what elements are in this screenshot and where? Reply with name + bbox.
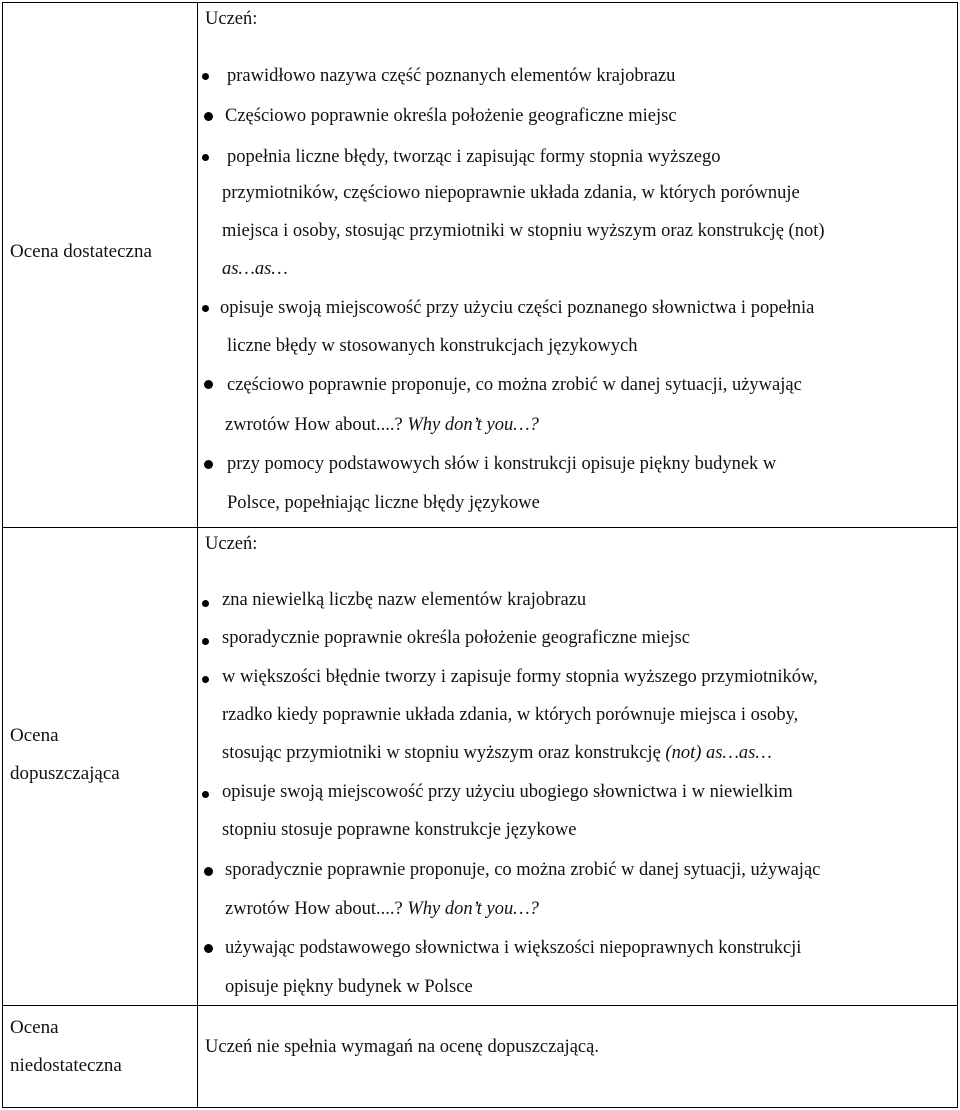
list-item: opisuje swoją miejscowość przy użyciu ubogiego słownictwa i w niewielkim — [222, 782, 793, 802]
grade-label: niedostateczna — [10, 1055, 122, 1076]
row-divider — [2, 1005, 958, 1006]
bullet-icon — [202, 676, 209, 683]
bullet-icon — [204, 460, 213, 469]
list-item: opisuje swoją miejscowość przy użyciu części poznanego słownictwa i popełnia — [220, 298, 815, 318]
table-border-top — [2, 2, 958, 3]
table-border-left — [2, 2, 3, 1108]
list-item-continuation: przymiotników, częściowo niepoprawnie układa zdania, w których porównuje — [222, 183, 800, 203]
list-item-continuation: zwrotów How about....? Why don’t you…? — [225, 415, 539, 435]
list-item-continuation: as…as… — [222, 259, 288, 279]
list-item-continuation: liczne błędy w stosowanych konstrukcjach językowych — [227, 336, 638, 356]
grade-label: Ocena — [10, 1017, 59, 1038]
list-item-continuation: stopniu stosuje poprawne konstrukcje językowe — [222, 820, 577, 840]
list-item: Częściowo poprawnie określa położenie geograficzne miejsc — [225, 106, 677, 126]
list-item: sporadycznie poprawnie określa położenie geograficzne miejsc — [222, 628, 690, 648]
bullet-icon — [202, 791, 209, 798]
list-item-continuation: Polsce, popełniając liczne błędy językowe — [227, 493, 540, 513]
bullet-icon — [202, 305, 209, 312]
row-divider — [2, 527, 958, 528]
list-item-continuation: opisuje piękny budynek w Polsce — [225, 977, 473, 997]
list-item: używając podstawowego słownictwa i większości niepoprawnych konstrukcji — [225, 938, 802, 958]
list-item-continuation: miejsca i osoby, stosując przymiotniki w stopniu wyższym oraz konstrukcję (not) — [222, 221, 825, 241]
list-item: prawidłowo nazywa część poznanych elementów krajobrazu — [227, 66, 676, 86]
list-item: sporadycznie poprawnie proponuje, co można zrobić w danej sytuacji, używając — [225, 860, 821, 880]
list-item: częściowo poprawnie proponuje, co można zrobić w danej sytuacji, używając — [227, 375, 802, 395]
list-item: popełnia liczne błędy, tworząc i zapisując formy stopnia wyższego — [227, 147, 721, 167]
bullet-icon — [204, 867, 213, 876]
grade-label: dopuszczająca — [10, 763, 120, 784]
cell-text: Uczeń nie spełnia wymagań na ocenę dopuszczającą. — [205, 1037, 599, 1057]
bullet-icon — [202, 73, 209, 80]
list-item-continuation: rzadko kiedy poprawnie układa zdania, w których porównuje miejsca i osoby, — [222, 705, 799, 725]
column-divider — [197, 2, 198, 1108]
intro-text: Uczeń: — [205, 534, 258, 554]
list-item-continuation: zwrotów How about....? Why don’t you…? — [225, 899, 539, 919]
bullet-icon — [202, 154, 209, 161]
bullet-icon — [202, 600, 209, 607]
bullet-icon — [204, 112, 213, 121]
table-border-right — [957, 2, 958, 1108]
bullet-icon — [204, 944, 213, 953]
intro-text: Uczeń: — [205, 9, 258, 29]
list-item-continuation: stosując przymiotniki w stopniu wyższym oraz konstrukcję (not) as…as… — [222, 743, 772, 763]
list-item: w większości błędnie tworzy i zapisuje formy stopnia wyższego przymiotników, — [222, 667, 818, 687]
list-item: zna niewielką liczbę nazw elementów krajobrazu — [222, 590, 587, 610]
bullet-icon — [204, 380, 213, 389]
list-item: przy pomocy podstawowych słów i konstrukcji opisuje piękny budynek w — [227, 454, 777, 474]
grade-label: Ocena dostateczna — [10, 241, 152, 262]
grade-label: Ocena — [10, 725, 59, 746]
bullet-icon — [202, 638, 209, 645]
table-border-bottom — [2, 1107, 958, 1108]
